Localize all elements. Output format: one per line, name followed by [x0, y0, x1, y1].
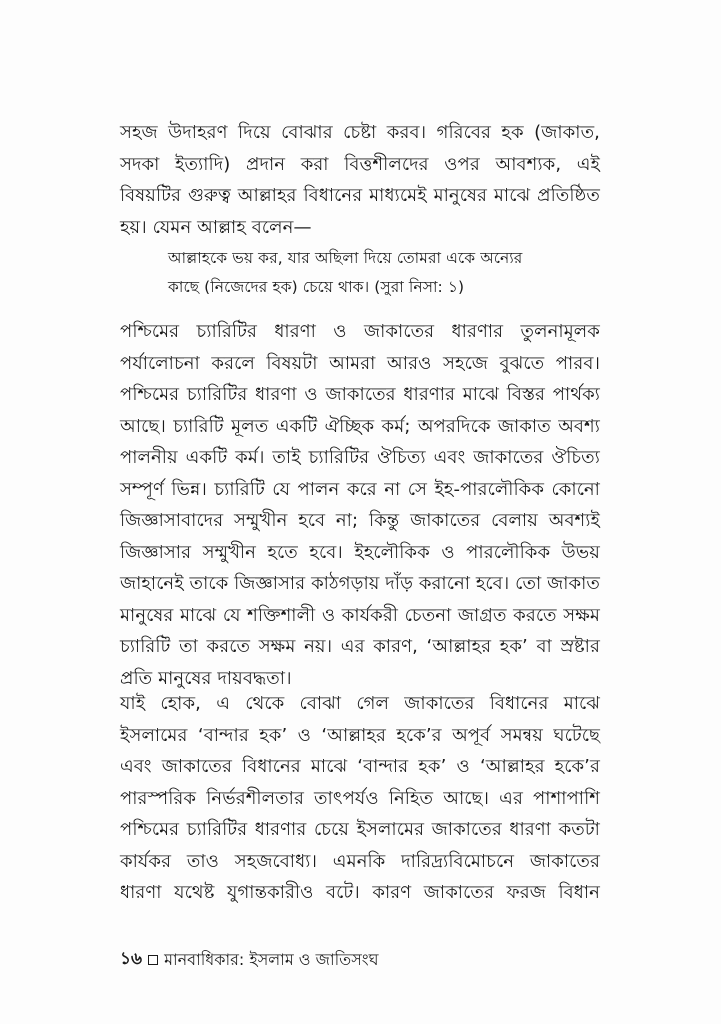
page-footer: [120, 946, 379, 974]
text-line: যাই হোক, এ থেকে বোঝা গেল জাকাতের বিধানের মাঝে: [120, 693, 600, 714]
paragraph-conclusion: [120, 688, 600, 909]
text-line: এবং জাকাতের বিধানের মাঝে ‘বান্দার হক’ ও ‘আল্লাহর হকে’র: [120, 756, 600, 777]
text-line: সহজ উদাহরণ দিয়ে বোঝার চেষ্টা করব। গরিবের হক (জাকাত,: [120, 122, 600, 143]
text-line: ইসলামের ‘বান্দার হক’ ও ‘আল্লাহর হকে’র অপূর্ব সমন্বয় ঘটেছে: [120, 724, 600, 746]
text-line: প্রতি মানুষের দায়বদ্ধতা।: [120, 667, 292, 689]
square-separator-icon: [148, 955, 158, 965]
text-line: পর্যালোচনা করলে বিষয়টা আমরা আরও সহজে বুঝতে পারব।: [120, 352, 600, 374]
text-line: পশ্চিমের চ্যারিটির ধারণা ও জাকাতের ধারণার মাঝে বিস্তর পার্থক্য: [120, 384, 600, 405]
quote-line: কাছে (নিজেদের হক) চেয়ে থাক। (সুরা নিসা: ১): [168, 278, 465, 296]
text-line: হয়। যেমন আল্লাহ বলেন—: [120, 216, 312, 238]
quran-quote: [168, 244, 568, 302]
text-line: বিষয়টির গুরুত্ব আল্লাহর বিধানের মাধ্যমেই মানুষের মাঝে প্রতিষ্ঠিত: [120, 185, 600, 206]
text-line: মানুষের মাঝে যে শক্তিশালী ও কার্যকরী চেতনা জাগ্রত করতে সক্ষম: [120, 604, 600, 626]
book-title: মানবাধিকার: ইসলাম ও জাতিসংঘ: [164, 949, 379, 969]
text-line: জিজ্ঞাসার সম্মুখীন হতে হবে। ইহলৌকিক ও পারলৌকিক উভয়: [120, 541, 600, 563]
paragraph-intro: [120, 117, 600, 243]
text-line: পশ্চিমের চ্যারিটির ধারণা ও জাকাতের ধারণার তুলনামূলক: [120, 321, 600, 342]
quote-line: আল্লাহকে ভয় কর, যার অছিলা দিয়ে তোমরা একে অন্যের: [168, 249, 523, 267]
text-line: কার্যকর তাও সহজবোধ্য। এমনকি দারিদ্র্যবিমোচনে জাকাতের: [120, 850, 600, 872]
text-line: জাহানেই তাকে জিজ্ঞাসার কাঠগড়ায় দাঁড় করানো হবে। তো জাকাত: [120, 573, 601, 594]
text-line: সদকা ইত্যাদি) প্রদান করা বিত্তশীলদের ওপর আবশ্যক, এই: [120, 153, 600, 175]
text-line: ধারণা যথেষ্ট যুগান্তকারীও বটে। কারণ জাকাতের ফরজ বিধান: [120, 882, 600, 903]
text-line: আছে। চ্যারিটি মূলত একটি ঐচ্ছিক কর্ম; অপরদিকে জাকাত অবশ্য: [120, 415, 600, 437]
text-line: পালনীয় একটি কর্ম। তাই চ্যারিটির ঔচিত্য এবং জাকাতের ঔচিত্য: [120, 447, 600, 468]
text-line: জিজ্ঞাসাবাদের সম্মুখীন হবে না; কিন্তু জাকাতের বেলায় অবশ্যই: [120, 510, 600, 531]
page-number: ১৬: [120, 949, 143, 969]
paragraph-charity-comparison: [120, 316, 600, 694]
text-line: পশ্চিমের চ্যারিটির ধারণার চেয়ে ইসলামের জাকাতের ধারণা কতটা: [120, 819, 600, 840]
text-line: পারস্পরিক নির্ভরশীলতার তাৎপর্যও নিহিত আছে। এর পাশাপাশি: [120, 787, 600, 809]
text-line: সম্পূর্ণ ভিন্ন। চ্যারিটি যে পালন করে না সে ইহ-পারলৌকিক কোনো: [120, 478, 600, 500]
text-line: চ্যারিটি তা করতে সক্ষম নয়। এর কারণ, ‘আল্লাহর হক’ বা স্রষ্টার: [120, 636, 600, 657]
